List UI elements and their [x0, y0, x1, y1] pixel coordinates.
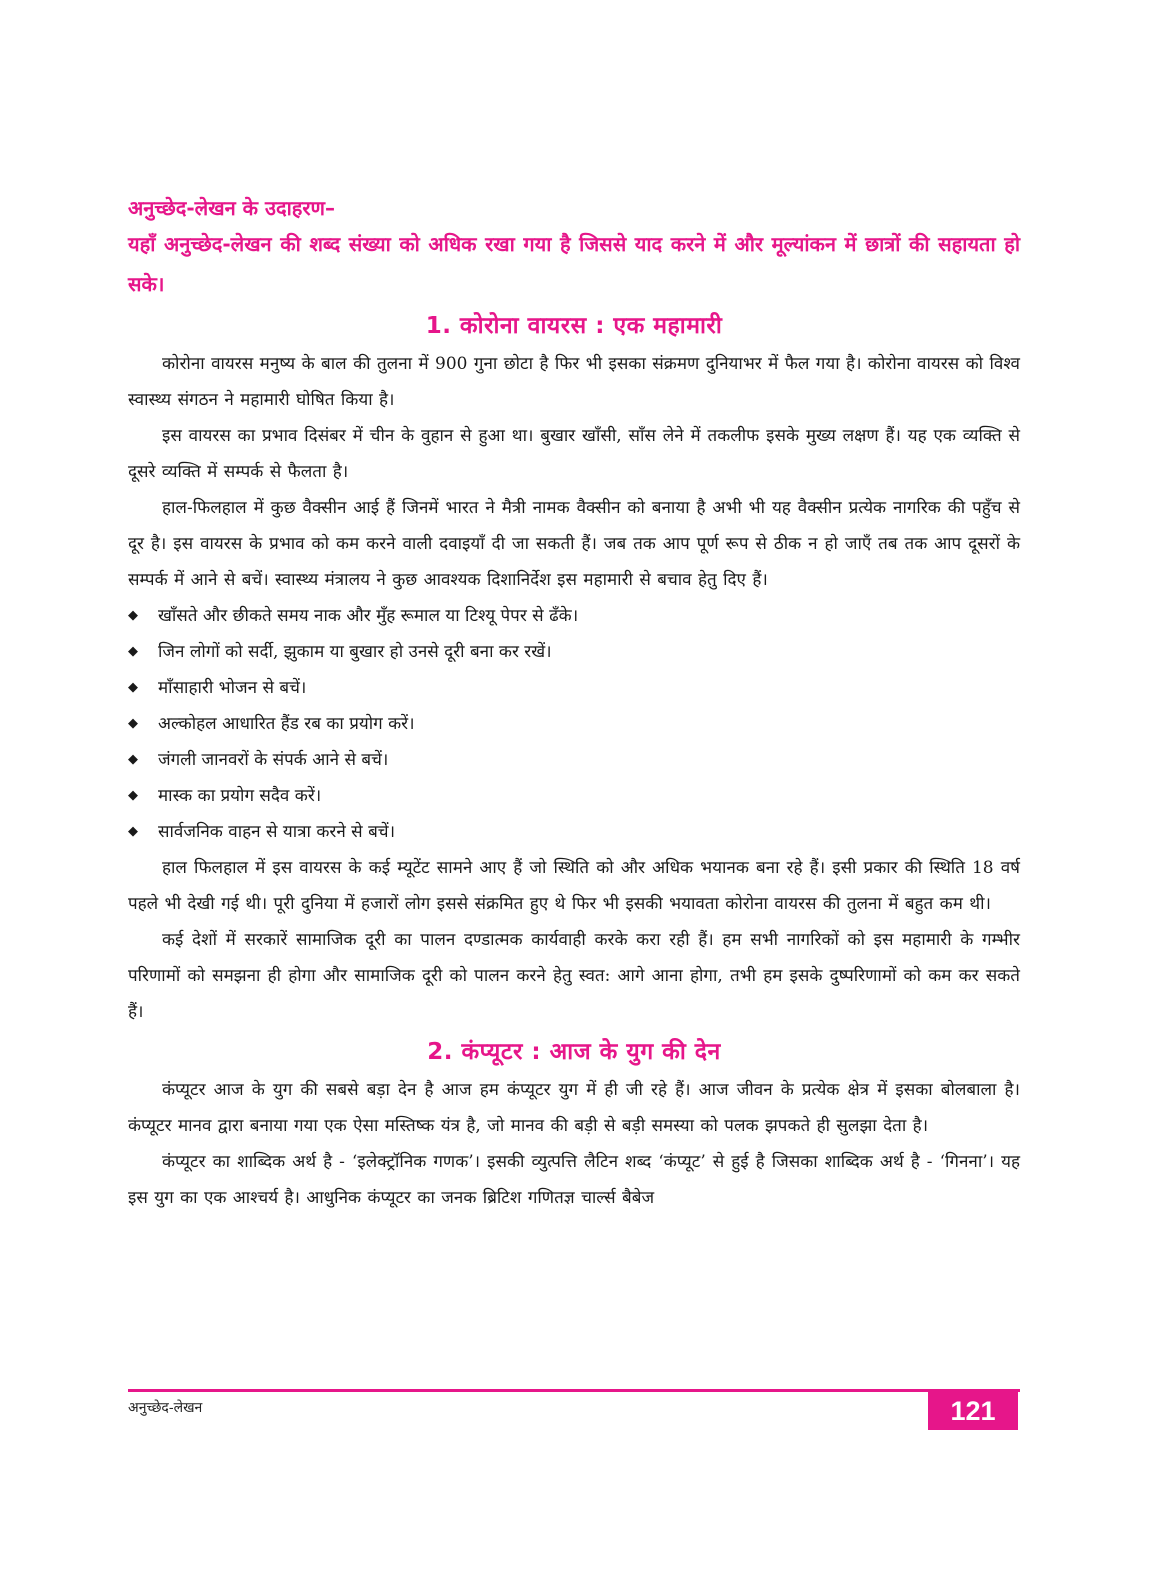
diamond-bullet-icon: ◆	[128, 824, 138, 839]
list-item-text: खाँसते और छीकते समय नाक और मुँह रूमाल या टिश्यू पेपर से ढँके।	[158, 606, 579, 626]
list-item	[128, 742, 1020, 778]
section-title: 2. कंप्यूटर : आज के युग की देन	[427, 1039, 721, 1065]
paragraph: कंप्यूटर का शाब्दिक अर्थ है - ‘इलेक्ट्रॉनिक गणक’। इसकी व्युत्पत्ति लैटिन शब्द ‘कंप्यूट’ से हुई है जिसका शाब्दिक अर्थ है - ‘गिनना’। यह इस युग का एक आश्चर्य है। आधुनिक कंप्यूटर का जनक ब्रिटिश गणितज्ञ चार्ल्स बैबेज	[128, 1152, 1020, 1208]
paragraph: कई देशों में सरकारें सामाजिक दूरी का पालन दण्डात्मक कार्यवाही करके करा रही हैं। हम सभी नागरिकों को इस महामारी के गम्भीर परिणामों को समझना ही होगा और सामाजिक दूरी को पालन करने हेतु स्वत: आगे आना होगा, तभी हम इसके दुष्परिणामों को कम कर सकते हैं।	[128, 930, 1020, 1022]
section-corona	[128, 306, 1020, 1030]
list-item	[128, 634, 1020, 670]
paragraph: हाल-फिलहाल में कुछ वैक्सीन आई हैं जिनमें भारत ने मैत्री नामक वैक्सीन को बनाया है अभी भी यह वैक्सीन प्रत्येक नागरिक की पहुँच से दूर है। इस वायरस के प्रभाव को कम करने वाली दवाइयाँ दी जा सकती हैं। जब तक आप पूर्ण रूप से ठीक न हो जाएँ तब तक आप दूसरों के सम्पर्क में आने से बचें। स्वास्थ्य मंत्रालय ने कुछ आवश्यक दिशानिर्देश इस महामारी से बचाव हेतु दिए हैं।	[128, 498, 1020, 590]
diamond-bullet-icon: ◆	[128, 644, 138, 659]
list-item	[128, 670, 1020, 706]
section-title: 1. कोरोना वायरस : एक महामारी	[425, 313, 723, 339]
page-content	[128, 192, 1020, 1216]
list-item-text: अल्कोहल आधारित हैंड रब का प्रयोग करें।	[158, 714, 415, 734]
diamond-bullet-icon: ◆	[128, 716, 138, 731]
diamond-bullet-icon: ◆	[128, 680, 138, 695]
paragraph: कोरोना वायरस मनुष्य के बाल की तुलना में 900 गुना छोटा है फिर भी इसका संक्रमण दुनियाभर में फैल गया है। कोरोना वायरस को विश्व स्वास्थ्य संगठन ने महामारी घोषित किया है।	[128, 354, 1020, 410]
examples-note: यहाँ अनुच्छेद-लेखन की शब्द संख्या को अधिक रखा गया है जिससे याद करने में और मूल्यांकन में छात्रों की सहायता हो सके।	[128, 232, 1020, 296]
list-item-text: मास्क का प्रयोग सदैव करें।	[158, 786, 322, 806]
section-computer	[128, 1032, 1020, 1216]
list-item	[128, 706, 1020, 742]
diamond-bullet-icon: ◆	[128, 608, 138, 623]
list-item-text: जंगली जानवरों के संपर्क आने से बचें।	[158, 750, 389, 770]
list-item	[128, 814, 1020, 850]
list-item-text: सार्वजनिक वाहन से यात्रा करने से बचें।	[158, 822, 396, 842]
paragraph: हाल फिलहाल में इस वायरस के कई म्यूटेंट सामने आए हैं जो स्थिति को और अधिक भयानक बना रहे हैं। इसी प्रकार की स्थिति 18 वर्ष पहले भी देखी गई थी। पूरी दुनिया में हजारों लोग इससे संक्रमित हुए थे फिर भी इसकी भयावता कोरोना वायरस की तुलना में बहुत कम थी।	[128, 858, 1020, 914]
page-number-badge: 121	[928, 1392, 1018, 1430]
footer-divider	[128, 1389, 1020, 1392]
paragraph: इस वायरस का प्रभाव दिसंबर में चीन के वुहान से हुआ था। बुखार खाँसी, साँस लेने में तकलीफ इसके मुख्य लक्षण हैं। यह एक व्यक्ति से दूसरे व्यक्ति में सम्पर्क से फैलता है।	[128, 426, 1020, 482]
list-item	[128, 778, 1020, 814]
list-item	[128, 598, 1020, 634]
paragraph: कंप्यूटर आज के युग की सबसे बड़ा देन है आज हम कंप्यूटर युग में ही जी रहे हैं। आज जीवन के प्रत्येक क्षेत्र में इसका बोलबाला है। कंप्यूटर मानव द्वारा बनाया गया एक ऐसा मस्तिष्क यंत्र है, जो मानव की बड़ी से बड़ी समस्या को पलक झपकते ही सुलझा देता है।	[128, 1080, 1020, 1136]
diamond-bullet-icon: ◆	[128, 788, 138, 803]
footer-chapter-label: अनुच्छेद-लेखन	[128, 1400, 203, 1416]
guidelines-list	[128, 598, 1020, 850]
list-item-text: माँसाहारी भोजन से बचें।	[158, 678, 307, 698]
list-item-text: जिन लोगों को सर्दी, झुकाम या बुखार हो उनसे दूरी बना कर रखें।	[158, 642, 552, 662]
examples-heading: अनुच्छेद-लेखन के उदाहरण–	[128, 196, 336, 220]
diamond-bullet-icon: ◆	[128, 752, 138, 767]
